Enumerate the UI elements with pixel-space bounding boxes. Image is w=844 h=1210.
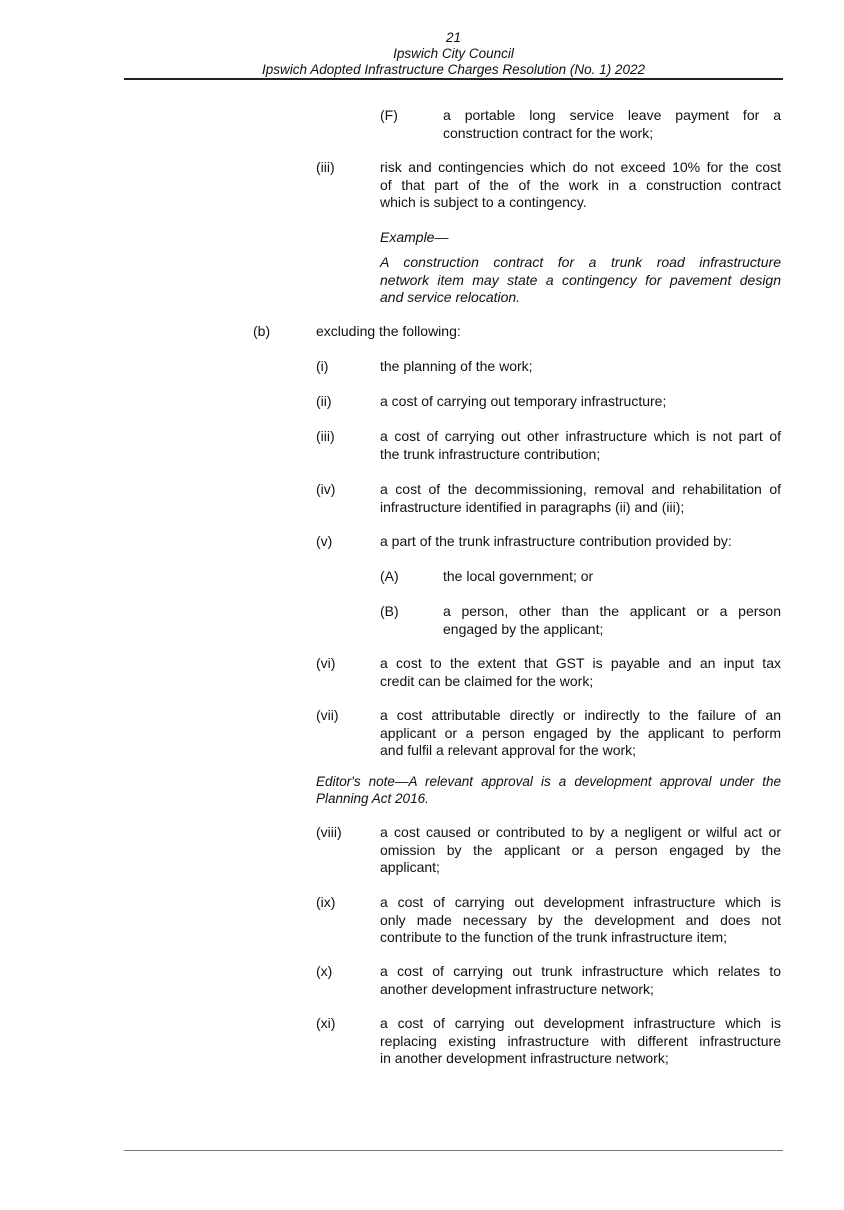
item-ix-label: (ix) bbox=[316, 894, 336, 910]
item-viii-label: (viii) bbox=[316, 824, 342, 840]
example-heading: Example— bbox=[380, 229, 449, 245]
council-name: Ipswich City Council bbox=[393, 46, 514, 61]
item-i-label: (i) bbox=[316, 358, 329, 374]
item-xi-text: a cost of carrying out development infrastructure which is replacing existing infrastructure with different infrastructure in another development infrastructure network; bbox=[380, 1015, 781, 1066]
item-A-text: the local government; or bbox=[443, 568, 594, 584]
item-v-text: a part of the trunk infrastructure contribution provided by: bbox=[380, 533, 732, 549]
document-title: Ipswich Adopted Infrastructure Charges Resolution (No. 1) 2022 bbox=[262, 62, 645, 77]
example-text: A construction contract for a trunk road infrastructure network item may state a contingency for pavement design and service relocation. bbox=[380, 254, 781, 305]
item-vii-text: a cost attributable directly or indirectly to the failure of an applicant or a person engaged by the applicant to perform and fulfil a relevant approval for the work; bbox=[380, 707, 781, 758]
item-vii-label: (vii) bbox=[316, 707, 339, 723]
editors-note: Editor's note—A relevant approval is a development approval under the Planning Act 2016. bbox=[316, 774, 781, 806]
item-B-text: a person, other than the applicant or a person engaged by the applicant; bbox=[443, 603, 781, 637]
page-number: 21 bbox=[445, 30, 462, 45]
item-b-label: (b) bbox=[253, 323, 271, 339]
item-xi-label: (xi) bbox=[316, 1015, 336, 1031]
item-F-text: a portable long service leave payment for a construction contract for the work; bbox=[443, 107, 781, 141]
item-i-text: the planning of the work; bbox=[380, 358, 533, 374]
item-b-text: excluding the following: bbox=[316, 323, 461, 339]
header-divider bbox=[124, 78, 783, 80]
page-header bbox=[124, 30, 783, 78]
item-A-label: (A) bbox=[380, 568, 399, 584]
item-B-label: (B) bbox=[380, 603, 399, 619]
item-iii-text: risk and contingencies which do not exceed 10% for the cost of that part of the of the work in a construction contract which is subject to a contingency. bbox=[380, 159, 781, 210]
item-x-text: a cost of carrying out trunk infrastructure which relates to another development infrastructure network; bbox=[380, 963, 781, 997]
item-v-label: (v) bbox=[316, 533, 333, 549]
item-iv-text: a cost of the decommissioning, removal and rehabilitation of infrastructure identified in paragraphs (ii) and (iii); bbox=[380, 481, 781, 515]
item-iv-label: (iv) bbox=[316, 481, 336, 497]
item-viii-text: a cost caused or contributed to by a negligent or wilful act or omission by the applicant or a person engaged by the applicant; bbox=[380, 824, 781, 875]
item-vi-text: a cost to the extent that GST is payable and an input tax credit can be claimed for the work; bbox=[380, 655, 781, 689]
item-vi-label: (vi) bbox=[316, 655, 336, 671]
item-ix-text: a cost of carrying out development infrastructure which is only made necessary by the development and does not contribute to the function of the trunk infrastructure item; bbox=[380, 894, 781, 945]
item-iii-b-label: (iii) bbox=[316, 428, 335, 444]
item-ii-label: (ii) bbox=[316, 393, 332, 409]
item-iii-label: (iii) bbox=[316, 159, 335, 175]
item-ii-text: a cost of carrying out temporary infrastructure; bbox=[380, 393, 667, 409]
item-x-label: (x) bbox=[316, 963, 333, 979]
item-F-label: (F) bbox=[380, 107, 398, 123]
item-iii-b-text: a cost of carrying out other infrastructure which is not part of the trunk infrastructure contribution; bbox=[380, 428, 781, 462]
footer-divider bbox=[124, 1150, 783, 1151]
